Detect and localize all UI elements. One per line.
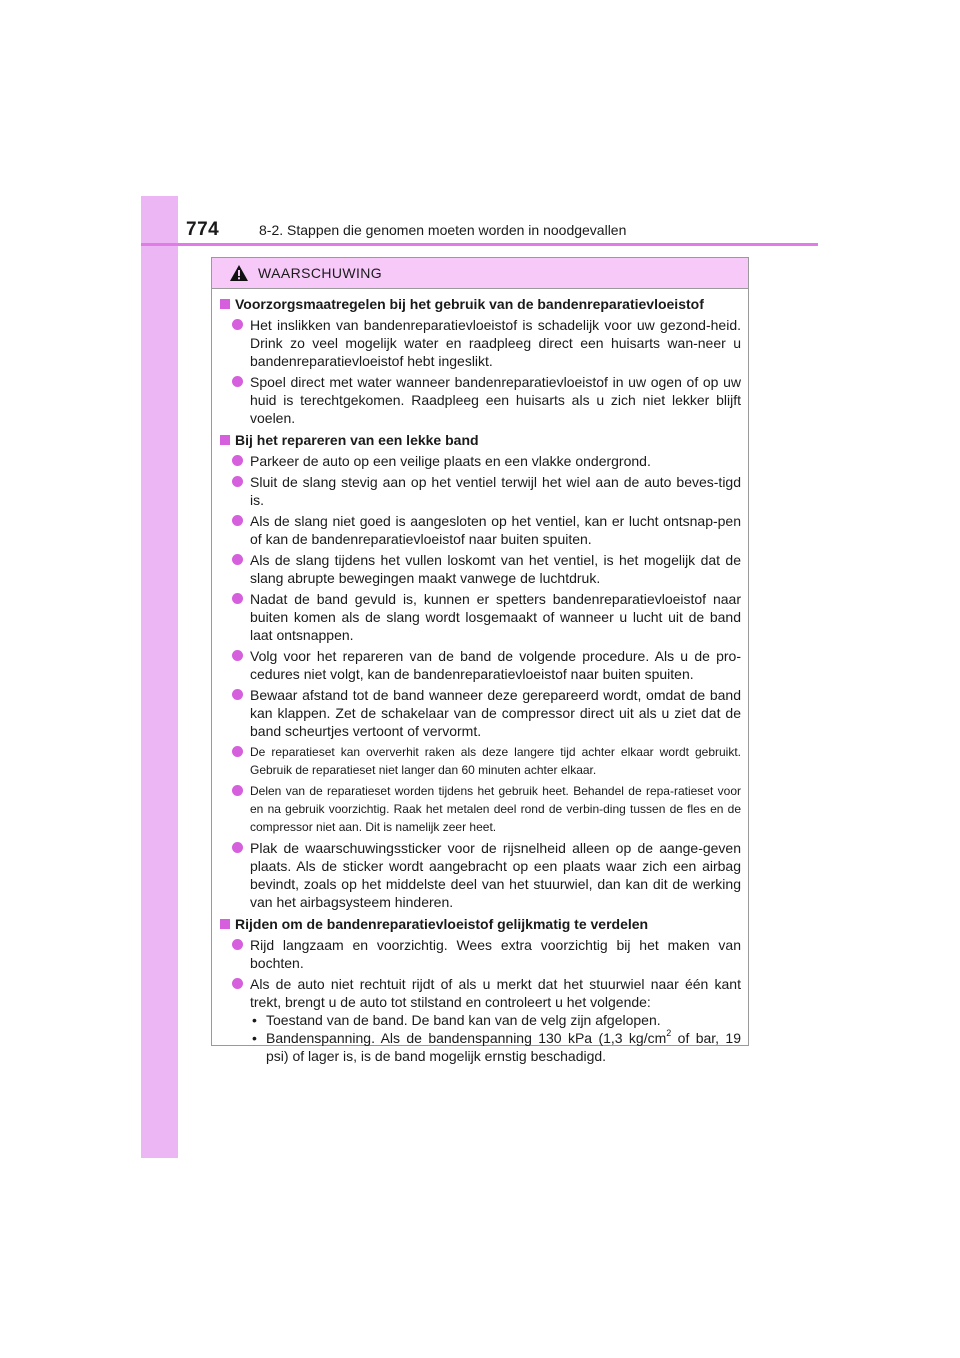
list-item	[219, 975, 741, 1011]
list-item-text: Als de slang niet goed is aangesloten op het ventiel, kan er lucht ontsnap-pen of kan de bandenreparatievloeistof naar buiten spuiten.	[250, 513, 741, 547]
list-item-text: Rijd langzaam en voorzichtig. Wees extra voorzichtig bij het maken van bochten.	[250, 937, 741, 971]
circle-bullet-icon	[232, 939, 243, 950]
section-heading	[219, 915, 741, 933]
circle-bullet-icon	[232, 689, 243, 700]
sub-bullet: •	[252, 1012, 257, 1028]
sub-list-item-text: Toestand van de band. De band kan van de velg zijn afgelopen.	[266, 1012, 661, 1028]
sub-bullet: •	[252, 1030, 257, 1046]
superscript: 2	[666, 1028, 672, 1038]
list-item	[219, 512, 741, 548]
circle-bullet-icon	[232, 650, 243, 661]
list-item	[219, 686, 741, 740]
list-item-text: Volg voor het repareren van de band de volgende procedure. Als u de pro-cedures niet volgt, kan de bandenreparatievloeistof naar buiten spuiten.	[250, 648, 741, 682]
list-item	[219, 373, 741, 427]
circle-bullet-icon	[232, 515, 243, 526]
section-heading-text: Bij het repareren van een lekke band	[235, 432, 479, 448]
header-rule	[141, 243, 818, 246]
circle-bullet-icon	[232, 455, 243, 466]
circle-bullet-icon	[232, 593, 243, 604]
list-item-text: Als de auto niet rechtuit rijdt of als u merkt dat het stuurwiel naar één kant trekt, brengt u de auto tot stilstand en controleert u het volgende:	[250, 976, 741, 1010]
list-item-text: De reparatieset kan oververhit raken als deze langere tijd achter elkaar wordt gebruikt. Gebruik de reparatieset niet langer dan 60 minuten achter elkaar.	[250, 745, 741, 777]
circle-bullet-icon	[232, 785, 243, 796]
circle-bullet-icon	[232, 376, 243, 387]
section-heading-text: Voorzorgsmaatregelen bij het gebruik van de bandenreparatievloeistof	[235, 296, 704, 312]
circle-bullet-icon	[232, 319, 243, 330]
circle-bullet-icon	[232, 842, 243, 853]
list-item-text: Het inslikken van bandenreparatievloeistof is schadelijk voor uw gezond-heid. Drink zo veel mogelijk water en raadpleeg direct een huisarts wan-neer u bandenreparatievloeistof hebt ingeslikt.	[250, 317, 741, 369]
section-heading	[219, 431, 741, 449]
circle-bullet-icon	[232, 978, 243, 989]
warning-title: WAARSCHUWING	[258, 265, 383, 281]
list-item-text: Spoel direct met water wanneer bandenreparatievloeistof in uw ogen of op uw huid is terechtgekomen. Raadpleeg een huisarts als u zich niet lekker blijft voelen.	[250, 374, 741, 426]
side-color-strip	[141, 196, 178, 1158]
list-item	[219, 316, 741, 370]
pressure-text-after: of bar, 19 psi) of lager is, is de band mogelijk ernstig beschadigd.	[266, 1030, 741, 1064]
circle-bullet-icon	[232, 554, 243, 565]
sub-list-item	[219, 1011, 741, 1029]
warning-header	[212, 258, 748, 289]
list-item-text: Delen van de reparatieset worden tijdens het gebruik heet. Behandel de repa-ratieset voor en na gebruik voorzichtig. Raak het metalen deel rond de verbin-ding tussen de fles en de compressor niet aan. Dit is namelijk zeer heet.	[250, 784, 741, 834]
circle-bullet-icon	[232, 476, 243, 487]
list-item-text: Bewaar afstand tot de band wanneer deze gerepareerd wordt, omdat de band kan klappen. Zet de schakelaar van de compressor direct uit als u ziet dat de band scheurtjes vertoont of vervormt.	[250, 687, 741, 739]
warning-box	[211, 257, 749, 1064]
sub-list-item-text	[266, 1029, 741, 1065]
list-item	[219, 782, 741, 836]
list-item	[219, 839, 741, 911]
section-title: 8-2. Stappen die genomen moeten worden in noodgevallen	[259, 222, 627, 238]
warning-triangle-icon	[229, 264, 249, 282]
square-bullet-icon	[220, 299, 230, 309]
list-item	[219, 743, 741, 779]
list-item-text: Sluit de slang stevig aan op het ventiel terwijl het wiel aan de auto beves-tigd is.	[250, 474, 741, 508]
list-item	[219, 452, 741, 470]
square-bullet-icon	[220, 919, 230, 929]
list-item-text: Als de slang tijdens het vullen loskomt van het ventiel, is het mogelijk dat de slang abrupte bewegingen maakt vanwege de luchtdruk.	[250, 552, 741, 586]
page-number: 774	[186, 219, 220, 240]
section-heading-text: Rijden om de bandenreparatievloeistof gelijkmatig te verdelen	[235, 916, 649, 932]
circle-bullet-icon	[232, 746, 243, 757]
list-item	[219, 936, 741, 972]
warning-body	[212, 289, 748, 1065]
square-bullet-icon	[220, 435, 230, 445]
list-item-text: Parkeer de auto op een veilige plaats en een vlakke ondergrond.	[250, 453, 651, 469]
list-item	[219, 551, 741, 587]
pressure-text-before: Bandenspanning. Als de bandenspanning 130 kPa (1,3 kg/cm	[266, 1030, 667, 1046]
list-item-text: Nadat de band gevuld is, kunnen er spetters bandenreparatievloeistof naar buiten komen als de slang wordt losgemaakt of wanneer u lucht uit de band laat ontsnappen.	[250, 591, 741, 643]
list-item-text: Plak de waarschuwingssticker voor de rijsnelheid alleen op de aange-geven plaats. Als de sticker wordt aangebracht op een plaats waar zich een airbag bevindt, zoals op het middelste deel van het stuurwiel, dan kan dit de werking van het airbagsysteem hinderen.	[250, 840, 741, 910]
section-heading	[219, 295, 741, 313]
list-item	[219, 647, 741, 683]
list-item	[219, 473, 741, 509]
list-item	[219, 590, 741, 644]
sub-list-item	[219, 1029, 741, 1065]
